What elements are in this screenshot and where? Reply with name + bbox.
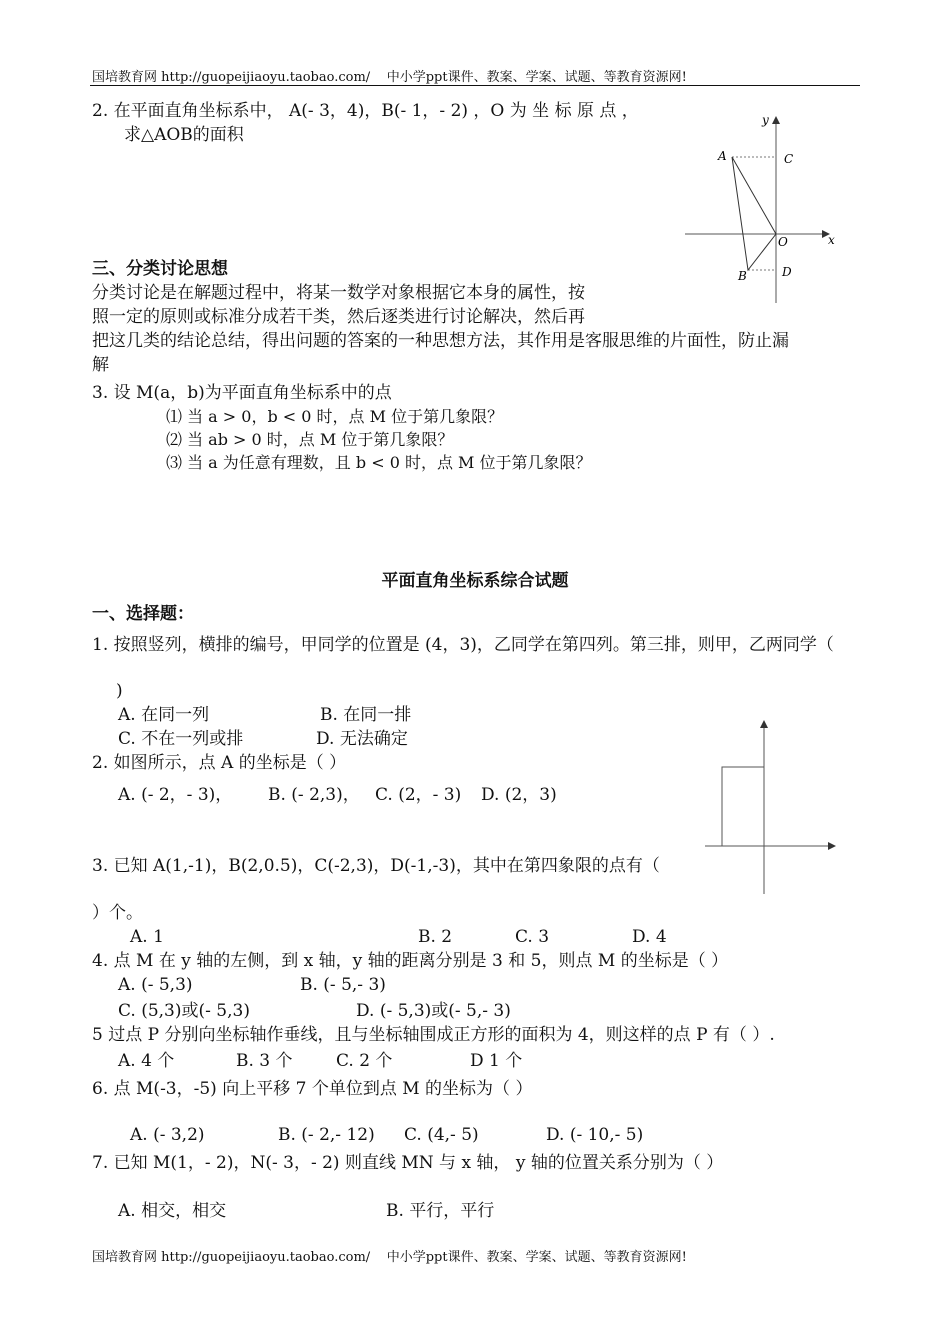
- q5-stem: 5 过点 P 分别向坐标轴作垂线，且与坐标轴围成正方形的面积为 4，则这样的点 P 有（ ）.: [92, 1025, 775, 1045]
- q4-stem: 4. 点 M 在 y 轴的左侧，到 x 轴，y 轴的距离分别是 3 和 5，则点 M 的坐标是（ ）: [92, 951, 729, 971]
- section3-para-2: 照一定的原则或标准分成若干类，然后逐类进行讨论解决，然后再: [92, 307, 585, 327]
- q2-stem: 2. 如图所示，点 A 的坐标是（ ）: [92, 753, 347, 773]
- q4-option-c: C. (5,3)或(- 5,3): [118, 1001, 250, 1021]
- q3-stem: 3. 已知 A(1,-1)，B(2,0.5)，C(-2,3)，D(-1,-3)，其中在第四象限的点有（: [92, 856, 660, 876]
- q4-option-d: D. (- 5,3)或(- 5,- 3): [356, 1001, 511, 1021]
- q1-stem-end: ): [116, 681, 123, 701]
- problem2-line2: 求△AOB的面积: [124, 125, 244, 145]
- test-part1-heading: 一、选择题：: [92, 604, 194, 624]
- figure-point-a: [700, 714, 850, 896]
- problem3-sub-3: ⑶ 当 a 为任意有理数，且 b < 0 时，点 M 位于第几象限？: [166, 453, 592, 472]
- problem3-sub-2: ⑵ 当 ab > 0 时，点 M 位于第几象限？: [166, 430, 454, 449]
- header-site: 国培教育网: [92, 70, 158, 85]
- problem3-stem: 3. 设 M(a，b)为平面直角坐标系中的点: [92, 383, 392, 403]
- q1-option-c: C. 不在一列或排: [118, 729, 244, 749]
- section3-title: 三、分类讨论思想: [92, 259, 228, 279]
- header-rule: [90, 85, 860, 86]
- q6-stem: 6. 点 M(-3，-5) 向上平移 7 个单位到点 M 的坐标为（ ）: [92, 1079, 533, 1099]
- q6-option-b: B. (- 2,- 12): [278, 1125, 375, 1145]
- q5-option-b: B. 3 个: [236, 1051, 293, 1071]
- q7-option-a: A. 相交，相交: [118, 1201, 227, 1221]
- figure-triangle-aob: [680, 108, 845, 308]
- q2-option-b: B. (- 2,3)，: [268, 785, 360, 805]
- q2-option-d: D. (2，3): [481, 785, 557, 805]
- page-header: [92, 66, 687, 85]
- q3-stem-end: ）个。: [92, 903, 143, 923]
- q1-stem: 1. 按照竖列，横排的编号，甲同学的位置是 (4，3)，乙同学在第四列。第三排，则甲，乙两同学（: [92, 635, 834, 655]
- section3-para-3: 把这几类的结论总结，得出问题的答案的一种思想方法，其作用是客服思维的片面性，防止漏: [92, 331, 789, 351]
- fig1-label-x: x: [828, 233, 835, 247]
- q3-option-c: C. 3: [515, 927, 550, 947]
- page-footer: [92, 1246, 687, 1265]
- q3-option-a: A. 1: [130, 927, 164, 947]
- footer-site: 国培教育网: [92, 1250, 158, 1265]
- q5-option-c: C. 2 个: [336, 1051, 393, 1071]
- q4-option-a: A. (- 5,3): [118, 975, 193, 995]
- problem2-line1: 2. 在平面直角坐标系中， A(- 3，4)，B(- 1，- 2) ，O 为 坐 标 原 点 ，: [92, 101, 639, 121]
- q1-option-b: B. 在同一排: [320, 705, 412, 725]
- fig1-label-o: O: [778, 235, 788, 249]
- section3-para-4: 解: [92, 355, 109, 375]
- fig1-label-c: C: [784, 152, 794, 166]
- fig1-label-a: A: [718, 149, 727, 163]
- q7-stem: 7. 已知 M(1，- 2)，N(- 3，- 2) 则直线 MN 与 x 轴， y 轴的位置关系分别为（ ）: [92, 1153, 724, 1173]
- q5-option-d: D 1 个: [470, 1051, 523, 1071]
- q6-option-d: D. (- 10,- 5): [546, 1125, 644, 1145]
- q6-option-a: A. (- 3,2): [130, 1125, 205, 1145]
- problem3-sub-1: ⑴ 当 a > 0，b < 0 时，点 M 位于第几象限？: [166, 407, 504, 426]
- section3-para-1: 分类讨论是在解题过程中，将某一数学对象根据它本身的属性，按: [92, 283, 585, 303]
- header-slogan: 中小学ppt课件、教案、学案、试题、等教育资源网!: [386, 70, 687, 85]
- q7-option-b: B. 平行，平行: [386, 1201, 495, 1221]
- q3-option-b: B. 2: [418, 927, 453, 947]
- q2-option-c: C. (2，- 3): [375, 785, 462, 805]
- test-title: 平面直角坐标系综合试题: [381, 571, 569, 591]
- footer-url[interactable]: http://guopeijiaoyu.taobao.com/: [161, 1250, 371, 1265]
- fig1-label-b: B: [738, 269, 747, 283]
- q6-option-c: C. (4,- 5): [404, 1125, 479, 1145]
- q3-option-d: D. 4: [632, 927, 667, 947]
- q4-option-b: B. (- 5,- 3): [300, 975, 386, 995]
- q2-option-a: A. (- 2，- 3)，: [118, 785, 233, 805]
- fig1-label-y: y: [762, 113, 769, 127]
- q5-option-a: A. 4 个: [118, 1051, 175, 1071]
- fig2-rect-lines: [722, 767, 764, 846]
- q1-option-a: A. 在同一列: [118, 705, 210, 725]
- fig1-label-d: D: [782, 265, 792, 279]
- q1-option-d: D. 无法确定: [316, 729, 408, 749]
- footer-slogan: 中小学ppt课件、教案、学案、试题、等教育资源网!: [386, 1250, 687, 1265]
- fig1-triangle: [732, 157, 776, 270]
- header-url[interactable]: http://guopeijiaoyu.taobao.com/: [161, 70, 371, 85]
